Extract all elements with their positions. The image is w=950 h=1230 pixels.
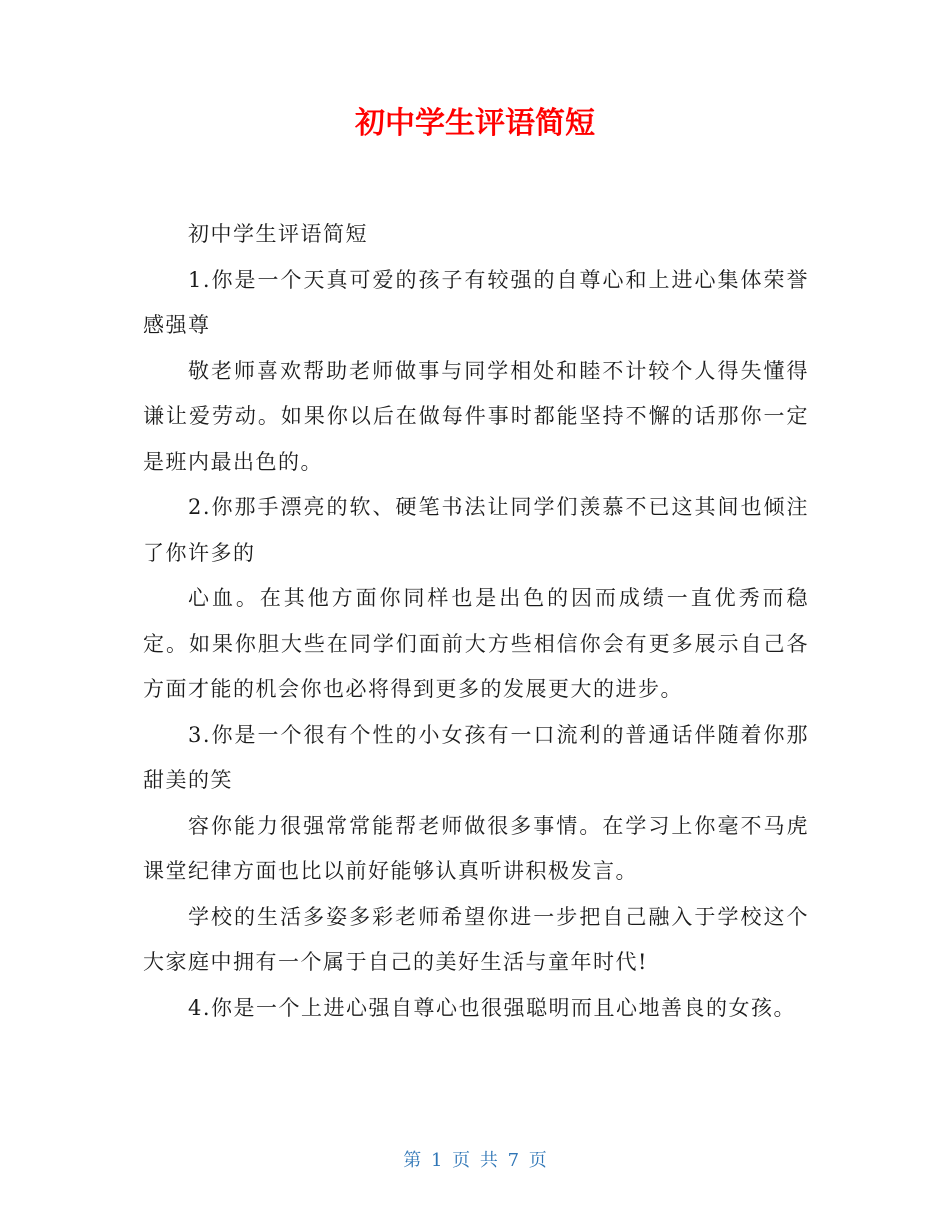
paragraph-heading: 初中学生评语简短 [188,222,368,246]
paragraph-comment-1-cont: 敬老师喜欢帮助老师做事与同学相处和睦不计较个人得失懂得谦让爱劳动。如果你以后在做每件事时都能坚持不懈的话那你一定是班内最出色的。 [143,358,809,474]
paragraph-comment-2: 2.你那手漂亮的软、硬笔书法让同学们羡慕不已这其间也倾注了你许多的 [143,495,809,565]
paragraph-comment-2-cont: 心血。在其他方面你同样也是出色的因而成绩一直优秀而稳定。如果你胆大些在同学们面前大方些相信你会有更多展示自己各方面才能的机会你也必将得到更多的发展更大的进步。 [143,586,809,701]
document-title: 初中学生评语简短 [355,106,595,141]
paragraph-comment-1: 1.你是一个天真可爱的孩子有较强的自尊心和上进心集体荣誉感强尊 [143,267,809,337]
paragraph-comment-3-end: 学校的生活多姿多彩老师希望你进一步把自己融入于学校这个大家庭中拥有一个属于自己的美好生活与童年时代! [143,904,809,974]
paragraph-comment-4: 4.你是一个上进心强自尊心也很强聪明而且心地善良的女孩。 [188,995,797,1020]
document-body [143,212,809,1031]
page-number-footer: 第 1 页 共 7 页 [403,1150,547,1171]
paragraph-comment-3-cont: 容你能力很强常常能帮老师做很多事情。在学习上你毫不马虎课堂纪律方面也比以前好能够认真听讲积极发言。 [143,813,809,883]
paragraph-comment-3: 3.你是一个很有个性的小女孩有一口流利的普通话伴随着你那甜美的笑 [143,722,809,792]
